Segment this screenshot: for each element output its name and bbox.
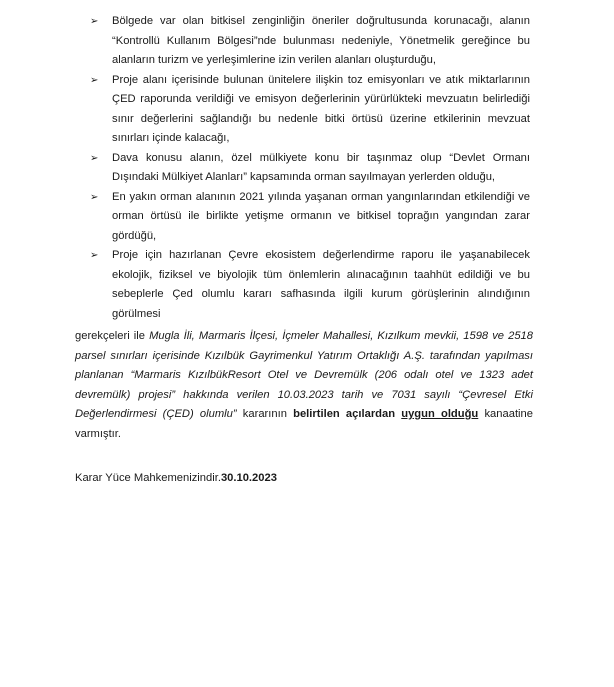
list-item — [90, 149, 530, 188]
list-item — [90, 12, 530, 71]
conclusion-lead: gerekçeleri ile — [75, 330, 150, 342]
list-item-text: En yakın orman alanının 2021 yılında yaşanan orman yangınlarından etkilendiği ve orman örtüsü ile birlikte yetişme ormanın ve bitkisel toprağın yangından zarar gördüğü, — [112, 190, 530, 242]
arrow-bullet-icon: ➢ — [90, 16, 99, 27]
list-item-text: Bölgede var olan bitkisel zenginliğin öneriler doğrultusunda korunacağı, alanın “Kontrollü Kullanım Bölgesi”nde bulunması nedeniyle, Yönetmelik gereğince bu alanların turizm ve yerleşimlerine izin verilen alanları oluşturduğu, — [112, 15, 530, 66]
closing-date: 30.10.2023 — [220, 472, 277, 484]
conclusion-tail: kanaatine varmıştır. — [75, 408, 533, 440]
arrow-bullet-icon: ➢ — [90, 74, 99, 86]
closing-text: Karar Yüce Mahkemenizindir. — [75, 472, 221, 484]
arrow-bullet-icon: ➢ — [90, 191, 99, 203]
closing-line — [75, 469, 533, 489]
reasons-list — [90, 12, 530, 324]
list-item-text: Proje için hazırlanan Çevre ekosistem değerlendirme raporu ile yaşanabilecek ekolojik, fiziksel ve biyolojik tüm önlemlerin alınacağının taahhüt edildiği ve bu sebeplerle Çed olumlu kararı safhasında ilgili kurum görüşlerinin alındığının görülmesi — [112, 249, 530, 320]
arrow-bullet-icon: ➢ — [90, 152, 99, 164]
list-item — [90, 246, 530, 324]
list-item — [90, 71, 530, 149]
bold-phrase: belirtilen açılardan — [293, 408, 396, 420]
conclusion-mid: kararının — [236, 408, 294, 420]
underlined-phrase: uygun olduğu — [401, 408, 479, 420]
list-item — [90, 188, 530, 247]
project-description: Mugla İli, Marmaris İlçesi, İçmeler Mahallesi, Kızılkum mevkii, 1598 ve 2518 parsel sınırları içerisinde Kızılbük Gayrimenkul Yatırım Ortaklığı A.Ş. tarafından yapılması planlanan “Marmaris KızılbükResort Otel ve Devremülk (206 odalı otel ve 1323 adet devremülk) projesi” hakkında verilen 10.03.2023 tarih ve 7031 sayılı “Çevresel Etki Değerlendirmesi (ÇED) olumlu” — [75, 330, 533, 420]
conclusion-paragraph — [75, 327, 533, 444]
list-item-text: Dava konusu alanın, özel mülkiyete konu bir taşınmaz olup “Devlet Ormanı Dışındaki Mülkiyet Alanları” kapsamında orman sayılmayan yerlerden olduğu, — [112, 151, 530, 183]
list-item-text: Proje alanı içerisinde bulunan ünitelere ilişkin toz emisyonları ve atık miktarlarının ÇED raporunda verildiği ve emisyon değerlerinin yürürlükteki mevzuatın belirlediği sınır değerlerini sağlandığı bu nedenle bitki örtüsü üzerine etkilerinin mevzuat sınırları içinde kalacağı, — [112, 73, 530, 144]
arrow-bullet-icon: ➢ — [90, 250, 99, 261]
